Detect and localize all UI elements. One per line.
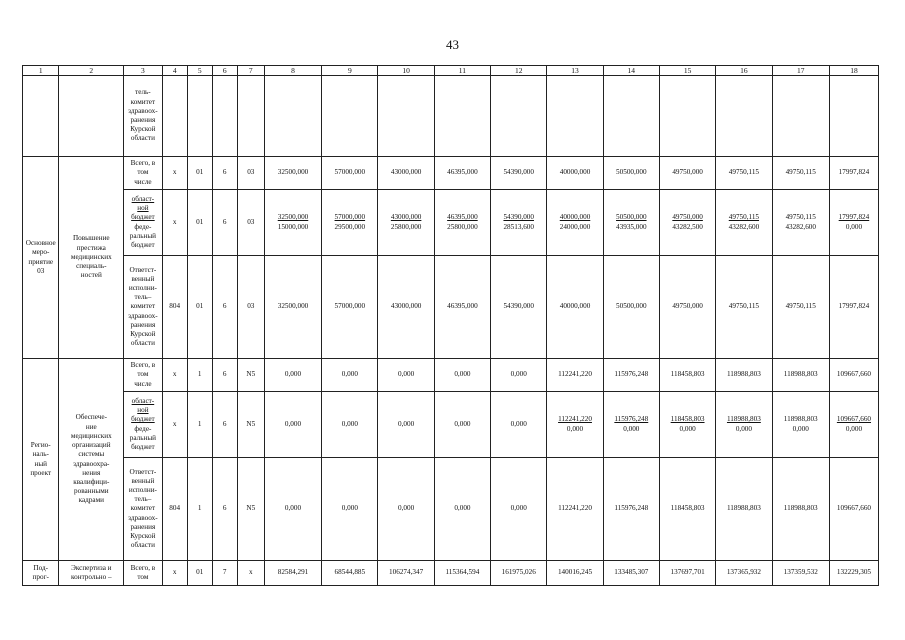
header-cell: 9 [322,66,378,76]
regional-value: 17997,824 [838,213,870,222]
regional-value: 118458,803 [670,415,705,424]
federal-value: 0,000 [566,424,584,433]
federal-value: 0,000 [845,222,863,231]
value-cell: 46395,000 [434,256,490,359]
table-cell [829,76,878,157]
table-cell: х [162,190,187,256]
federal-value: 43935,000 [616,222,647,231]
source-cell [124,392,163,458]
value-cell: 118988,803 [772,359,829,392]
federal-value: 0,000 [679,424,696,433]
table-cell [59,76,124,157]
regional-value: 49750,000 [672,213,703,222]
regional-value: 50500,000 [616,213,647,222]
value-cell: 118988,803 [772,458,829,561]
federal-value: 24000,000 [559,222,591,231]
header-cell: 11 [434,66,490,76]
table-cell: 01 [187,157,212,190]
value-cell: 0,000 [378,359,434,392]
table-row [23,392,879,458]
value-cell: 0,000 [378,392,434,458]
table-cell [659,76,715,157]
regional-value: 57000,000 [334,213,366,222]
value-cell [829,190,878,256]
table-cell: 03 [237,157,264,190]
header-row [23,66,879,76]
value-cell: 109667,660 [829,458,878,561]
header-cell: 7 [237,66,264,76]
value-cell: 0,000 [322,392,378,458]
value-cell: 32500,000 [264,157,321,190]
header-cell: 2 [59,66,124,76]
table-cell: 6 [212,359,237,392]
table-cell [603,76,659,157]
table-cell: 804 [162,256,187,359]
table-cell [547,76,603,157]
federal-value: 43282,600 [728,222,760,231]
table-row [23,256,879,359]
measure-title-cell: Обеспече- ние медицинских организаций системы здравоохра- нения квалифици- рованными кадрами [59,359,124,561]
value-cell: 118458,803 [659,359,715,392]
value-cell: 54390,000 [491,256,547,359]
table-row [23,458,879,561]
value-cell [659,190,715,256]
table-cell [212,76,237,157]
value-cell: 0,000 [491,392,547,458]
table-cell [716,76,772,157]
table-cell: 1 [187,392,212,458]
regional-value: 40000,000 [559,213,591,222]
table-cell [378,76,434,157]
value-cell [829,392,878,458]
value-cell: 82584,291 [264,561,321,586]
value-cell: 40000,000 [547,256,603,359]
header-cell: 12 [491,66,547,76]
table-cell: 6 [212,392,237,458]
table-cell: 03 [237,190,264,256]
value-cell: 137697,701 [659,561,715,586]
value-cell: 49750,115 [772,157,829,190]
table-cell [264,76,321,157]
source-cell: Ответст- венный исполни- тель– комитет здравоох- ранения Курской области [124,458,163,561]
value-cell: 49750,115 [772,256,829,359]
value-cell: 137365,932 [716,561,772,586]
value-cell: 118988,803 [716,359,772,392]
value-cell: 0,000 [264,359,321,392]
value-cell: 0,000 [434,458,490,561]
value-cell [378,190,434,256]
table-cell: 1 [187,458,212,561]
value-cell: 0,000 [491,359,547,392]
regional-value: 112241,220 [558,415,592,424]
regional-budget-label: област- ной бюджет [131,396,155,424]
table-cell: х [162,392,187,458]
value-cell [322,190,378,256]
value-cell [772,190,829,256]
value-cell: 57000,000 [322,256,378,359]
value-cell [603,190,659,256]
table-cell: 7 [212,561,237,586]
header-cell: 13 [547,66,603,76]
federal-value: 43282,500 [672,222,703,231]
federal-value: 0,000 [845,424,863,433]
value-cell: 137359,532 [772,561,829,586]
header-cell: 8 [264,66,321,76]
header-cell: 18 [829,66,878,76]
budget-table [22,65,879,586]
value-cell: 57000,000 [322,157,378,190]
table-cell: х [237,561,264,586]
header-cell: 4 [162,66,187,76]
value-cell: 0,000 [378,458,434,561]
table-cell: х [162,359,187,392]
value-cell: 17997,824 [829,256,878,359]
header-cell: 10 [378,66,434,76]
measure-name-cell: Регио- наль- ный проект [23,359,59,561]
table-cell: 6 [212,458,237,561]
source-cell: Всего, в том [124,561,163,586]
value-cell: 50500,000 [603,157,659,190]
value-cell [264,190,321,256]
source-cell: Всего, в том числе [124,359,163,392]
value-cell: 46395,000 [434,157,490,190]
table-cell: 01 [187,256,212,359]
federal-budget-label: феде- ральный бюджет [129,424,157,451]
table-cell: 01 [187,190,212,256]
table-row [23,76,879,157]
value-cell [547,190,603,256]
value-cell: 118458,803 [659,458,715,561]
value-cell: 17997,824 [829,157,878,190]
federal-value: 0,000 [735,424,752,433]
federal-value: 25800,000 [447,222,478,231]
measure-title-cell: Повышение престижа медицинских специаль- ностей [59,157,124,359]
header-cell: 16 [716,66,772,76]
value-cell: 50500,000 [603,256,659,359]
header-cell: 14 [603,66,659,76]
value-cell: 49750,115 [716,157,772,190]
value-cell: 0,000 [322,458,378,561]
regional-value: 43000,000 [390,213,422,222]
value-cell: 0,000 [264,392,321,458]
measure-title-cell: Экспертиза и контрольно – [59,561,124,586]
table-cell: 01 [187,561,212,586]
value-cell [491,190,547,256]
table-cell [434,76,490,157]
regional-value: 109667,660 [836,415,872,424]
regional-value: 118988,803 [726,415,761,424]
value-cell: 132229,305 [829,561,878,586]
federal-value: 25800,000 [390,222,422,231]
value-cell: 161975,026 [491,561,547,586]
value-cell [772,392,829,458]
value-cell: 0,000 [491,458,547,561]
table-cell [322,76,378,157]
value-cell: 43000,000 [378,157,434,190]
table-row [23,561,879,586]
federal-budget-label: феде- ральный бюджет [129,222,157,249]
measure-name-cell: Основное меро- приятие 03 [23,157,59,359]
measure-name-cell: Под- прог- [23,561,59,586]
header-cell: 3 [124,66,163,76]
table-cell [772,76,829,157]
value-cell: 115364,594 [434,561,490,586]
value-cell [434,190,490,256]
value-cell [547,392,603,458]
header-cell: 6 [212,66,237,76]
table-row [23,359,879,392]
table-cell: 6 [212,157,237,190]
table-cell [237,76,264,157]
federal-value: 15000,000 [277,222,309,231]
regional-budget-label: област- ной бюджет [131,194,155,222]
source-cell: Всего, в том числе [124,157,163,190]
page-number: 43 [446,37,459,52]
value-cell: 49750,000 [659,157,715,190]
table-cell [187,76,212,157]
table-cell [162,76,187,157]
table-cell: N5 [237,458,264,561]
table-cell [23,76,59,157]
federal-value: 0,000 [792,424,809,433]
value-cell: 115976,248 [603,458,659,561]
value-cell: 40000,000 [547,157,603,190]
header-cell: 5 [187,66,212,76]
value-cell: 49750,000 [659,256,715,359]
table-cell: 6 [212,190,237,256]
value-cell: 43000,000 [378,256,434,359]
federal-value: 29500,000 [334,222,366,231]
regional-value: 49750,115 [785,213,816,222]
table-cell: х [162,157,187,190]
value-cell [716,190,772,256]
regional-value: 118988,803 [783,415,818,424]
table-cell: 804 [162,458,187,561]
source-cell: тель- комитет здравоох- ранения Курской области [124,76,163,157]
table-row [23,190,879,256]
value-cell: 49750,115 [716,256,772,359]
table-cell: 1 [187,359,212,392]
value-cell: 133485,307 [603,561,659,586]
table-cell: 03 [237,256,264,359]
value-cell: 106274,347 [378,561,434,586]
value-cell: 112241,220 [547,458,603,561]
header-cell: 15 [659,66,715,76]
regional-value: 46395,000 [447,213,478,222]
source-cell [124,190,163,256]
value-cell: 140016,245 [547,561,603,586]
value-cell: 115976,248 [603,359,659,392]
federal-value: 28513,600 [503,222,534,231]
source-cell: Ответст- венный исполни- тель– комитет здравоох- ранения Курской области [124,256,163,359]
table-cell: 6 [212,256,237,359]
value-cell [603,392,659,458]
regional-value: 49750,115 [728,213,760,222]
header-cell: 1 [23,66,59,76]
table-cell: х [162,561,187,586]
value-cell: 32500,000 [264,256,321,359]
header-cell: 17 [772,66,829,76]
value-cell: 0,000 [264,458,321,561]
regional-value: 54390,000 [503,213,534,222]
value-cell: 0,000 [322,359,378,392]
table-row [23,157,879,190]
federal-value: 0,000 [623,424,640,433]
value-cell [716,392,772,458]
table-cell: N5 [237,392,264,458]
value-cell: 68544,885 [322,561,378,586]
value-cell: 112241,220 [547,359,603,392]
value-cell [659,392,715,458]
regional-value: 115976,248 [614,415,649,424]
value-cell: 0,000 [434,359,490,392]
value-cell: 54390,000 [491,157,547,190]
value-cell: 118988,803 [716,458,772,561]
table-cell [491,76,547,157]
value-cell: 109667,660 [829,359,878,392]
value-cell: 0,000 [434,392,490,458]
table-cell: N5 [237,359,264,392]
federal-value: 43282,600 [785,222,816,231]
regional-value: 32500,000 [277,213,309,222]
